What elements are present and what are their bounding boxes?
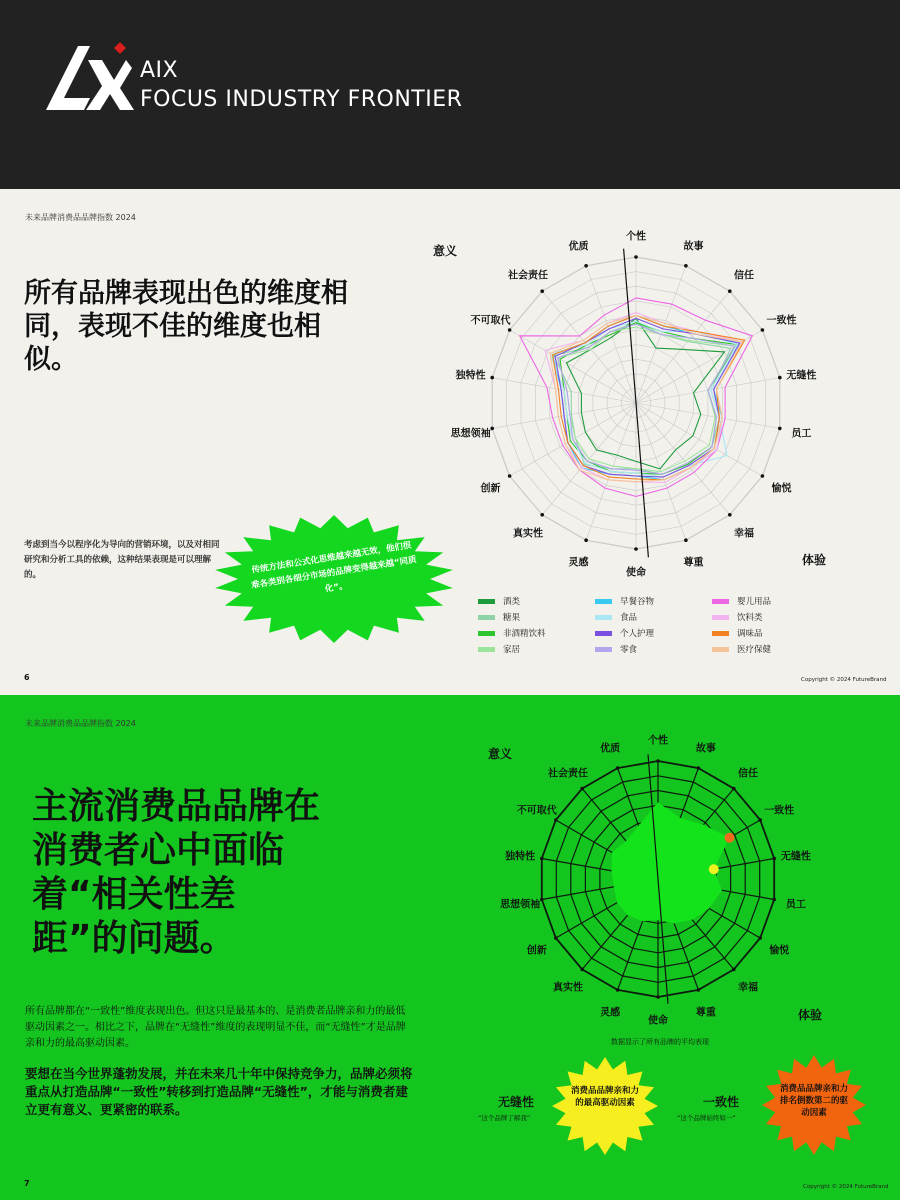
page-body-text: 考虑到当今以程序化为导向的营销环境，以及对相同研究和分析工具的依赖，这种结果表现是可以理解的。 xyxy=(24,540,220,580)
page-6 xyxy=(0,189,900,695)
radar-vertex-dot xyxy=(778,376,782,380)
radar-axis-label: 幸福 xyxy=(734,528,754,540)
legend-label: 医疗保健 xyxy=(737,645,772,655)
radar-axis-label: 幸福 xyxy=(738,982,758,994)
page-body-text: 所有品牌都在“一致性”维度表现出色。但这只是最基本的、是消费者品牌亲和力的最低驱动因素之一。相比之下，品牌在“无缝性”维度的表现明显不佳，而“无缝性”才是品牌亲和力的最高驱动因素。 xyxy=(25,1006,406,1049)
legend-label: 个人护理 xyxy=(620,629,655,639)
report-title: 未来品牌消费品品牌指数 2024 xyxy=(25,719,136,728)
radar-series-酒类 xyxy=(567,318,725,469)
radar-axis-label: 个性 xyxy=(626,231,646,243)
radar-axis-label: 优质 xyxy=(600,743,621,755)
radar-vertex-dot xyxy=(732,968,736,972)
legend-label: 早餐谷物 xyxy=(620,597,655,607)
page-number: 6 xyxy=(24,673,30,682)
radar-axis-label: 创新 xyxy=(526,945,547,957)
radar-vertex-dot xyxy=(540,898,544,902)
radar-vertex-dot xyxy=(772,898,776,902)
chart-caption: 数据显示了所有品牌的平均表现 xyxy=(611,1038,709,1046)
keyword-consistency: 一致性 xyxy=(703,1095,740,1109)
report-title: 未来品牌消费品品牌指数 2024 xyxy=(25,213,136,222)
radar-axis-label: 独特性 xyxy=(505,851,536,863)
legend-label: 酒类 xyxy=(503,597,521,607)
radar-vertex-dot xyxy=(656,759,660,763)
radar-axis-label: 故事 xyxy=(695,743,716,755)
aix-logo-icon xyxy=(44,38,134,112)
radar-axis-label: 不可取代 xyxy=(516,805,557,817)
radar-axis-label: 愉悦 xyxy=(771,483,792,495)
radar-axis-label: 真实性 xyxy=(553,982,583,994)
radar-axis-label: 独特性 xyxy=(455,370,486,382)
brand-name: AIX xyxy=(140,58,179,83)
radar-vertex-dot xyxy=(697,988,701,992)
radar-vertex-dot xyxy=(490,376,494,380)
legend-swatch xyxy=(478,647,495,652)
starburst-text: 传统方法和公式化思维越来越无效，他们很难各类别各细分市场的品牌变得越来越“同质化”。 xyxy=(250,540,418,595)
radar-vertex-dot xyxy=(584,538,588,542)
legend-label: 饮料类 xyxy=(737,613,763,623)
radar-axis-label: 灵感 xyxy=(568,557,589,569)
legend-swatch xyxy=(595,599,612,604)
radar-axis-label: 优质 xyxy=(568,241,589,253)
starburst-seamless-text: 消费品品牌亲和力的最高驱动因素 xyxy=(570,1086,639,1108)
radar-axis-label: 一致性 xyxy=(766,315,797,327)
radar-vertex-dot xyxy=(616,766,620,770)
radar-axis-label: 使命 xyxy=(648,1015,668,1027)
radar-vertex-dot xyxy=(684,264,688,268)
radar-axis-label: 无缝性 xyxy=(780,851,811,863)
radar-vertex-dot xyxy=(761,474,765,478)
radar-vertex-dot xyxy=(490,427,494,431)
radar-vertex-dot xyxy=(540,289,544,293)
keyword-consistency-quote: “这个品牌始终如一” xyxy=(677,1114,736,1122)
radar-axis-label: 社会责任 xyxy=(508,270,548,282)
legend-swatch xyxy=(712,647,729,652)
legend-label: 调味品 xyxy=(737,629,763,639)
radar-axis-label: 社会责任 xyxy=(548,768,588,780)
radar-vertex-dot xyxy=(616,988,620,992)
legend-swatch xyxy=(478,599,495,604)
page-emphasis-text: 要想在当今世界蓬勃发展，并在未来几十年中保持竞争力，品牌必须将重点从打造品牌“一致性”转移到打造品牌“无缝性”，才能与消费者建立更有意义、更紧密的联系。 xyxy=(25,1066,413,1117)
radar-axis-label: 故事 xyxy=(683,241,704,253)
keyword-seamless-quote: “这个品牌了解我” xyxy=(478,1114,531,1122)
radar-vertex-dot xyxy=(540,857,544,861)
keyword-seamless: 无缝性 xyxy=(498,1095,535,1109)
radar-vertex-dot xyxy=(728,513,732,517)
page-7 xyxy=(0,695,900,1200)
radar-axis-label: 真实性 xyxy=(513,528,543,540)
radar-axis-label: 员工 xyxy=(791,428,812,440)
radar-vertex-dot xyxy=(772,857,776,861)
radar-vertex-dot xyxy=(540,513,544,517)
radar-axis-label: 思想领袖 xyxy=(450,428,491,440)
group-label-experience: 体验 xyxy=(802,553,827,567)
radar-axis-label: 不可取代 xyxy=(470,315,511,327)
radar-vertex-dot xyxy=(732,787,736,791)
legend-swatch xyxy=(595,647,612,652)
radar-axis-label: 尊重 xyxy=(695,1007,716,1019)
radar-vertex-dot xyxy=(697,766,701,770)
page-headline: 所有品牌表现出色的维度相同，表现不佳的维度也相似。 xyxy=(24,278,348,375)
radar-axis-label: 灵感 xyxy=(600,1007,621,1019)
seamless-marker xyxy=(709,864,719,874)
radar-vertex-dot xyxy=(684,538,688,542)
legend-label: 糖果 xyxy=(503,613,521,623)
radar-axis-label: 信任 xyxy=(734,270,754,282)
radar-vertex-dot xyxy=(584,264,588,268)
legend-swatch xyxy=(712,599,729,604)
group-label-meaning: 意义 xyxy=(488,747,513,761)
radar-vertex-dot xyxy=(634,255,638,259)
page-headline: 主流消费品品牌在消费者心中面临着“相关性差距”的问题。 xyxy=(32,786,321,959)
legend-label: 食品 xyxy=(620,613,638,623)
legend-swatch xyxy=(478,615,495,620)
chart-legend xyxy=(478,595,788,659)
radar-axis-label: 思想领袖 xyxy=(500,899,541,911)
radar-axis-label: 使命 xyxy=(626,567,646,579)
radar-vertex-dot xyxy=(656,995,660,999)
legend-swatch xyxy=(595,631,612,636)
legend-label: 零食 xyxy=(620,645,638,655)
radar-vertex-dot xyxy=(508,328,512,332)
legend-label: 非酒精饮料 xyxy=(503,629,546,639)
legend-label: 家居 xyxy=(503,645,521,655)
radar-vertex-dot xyxy=(758,936,762,940)
radar-axis-label: 员工 xyxy=(785,899,806,911)
radar-vertex-dot xyxy=(580,968,584,972)
legend-swatch xyxy=(712,615,729,620)
consistency-marker xyxy=(725,833,735,843)
legend-swatch xyxy=(595,615,612,620)
group-label-meaning: 意义 xyxy=(433,244,458,258)
radar-vertex-dot xyxy=(508,474,512,478)
radar-axis-label: 创新 xyxy=(480,483,501,495)
radar-vertex-dot xyxy=(554,818,558,822)
radar-axis-label: 信任 xyxy=(738,768,758,780)
page-number: 7 xyxy=(24,1179,30,1188)
legend-swatch xyxy=(712,631,729,636)
legend-label: 婴儿用品 xyxy=(737,597,772,607)
legend-swatch xyxy=(478,631,495,636)
radar-vertex-dot xyxy=(728,289,732,293)
radar-series-average xyxy=(612,802,730,923)
radar-vertex-dot xyxy=(554,936,558,940)
radar-axis-label: 尊重 xyxy=(683,557,704,569)
radar-vertex-dot xyxy=(580,787,584,791)
header-bar xyxy=(0,0,900,189)
radar-axis-label: 一致性 xyxy=(764,805,795,817)
radar-vertex-dot xyxy=(758,818,762,822)
brand-tagline: FOCUS INDUSTRY FRONTIER xyxy=(140,87,463,112)
radar-axis-label: 无缝性 xyxy=(786,370,817,382)
radar-vertex-dot xyxy=(761,328,765,332)
copyright: Copyright © 2024 FutureBrand xyxy=(803,1184,889,1190)
radar-vertex-dot xyxy=(778,427,782,431)
radar-axis-label: 愉悦 xyxy=(769,945,790,957)
starburst-consistency-text: 消费品品牌亲和力排名倒数第二的驱动因素 xyxy=(779,1084,848,1118)
radar-vertex-dot xyxy=(634,547,638,551)
copyright: Copyright © 2024 FutureBrand xyxy=(801,677,887,683)
radar-axis-label: 个性 xyxy=(648,735,668,747)
group-label-experience: 体验 xyxy=(798,1008,823,1022)
